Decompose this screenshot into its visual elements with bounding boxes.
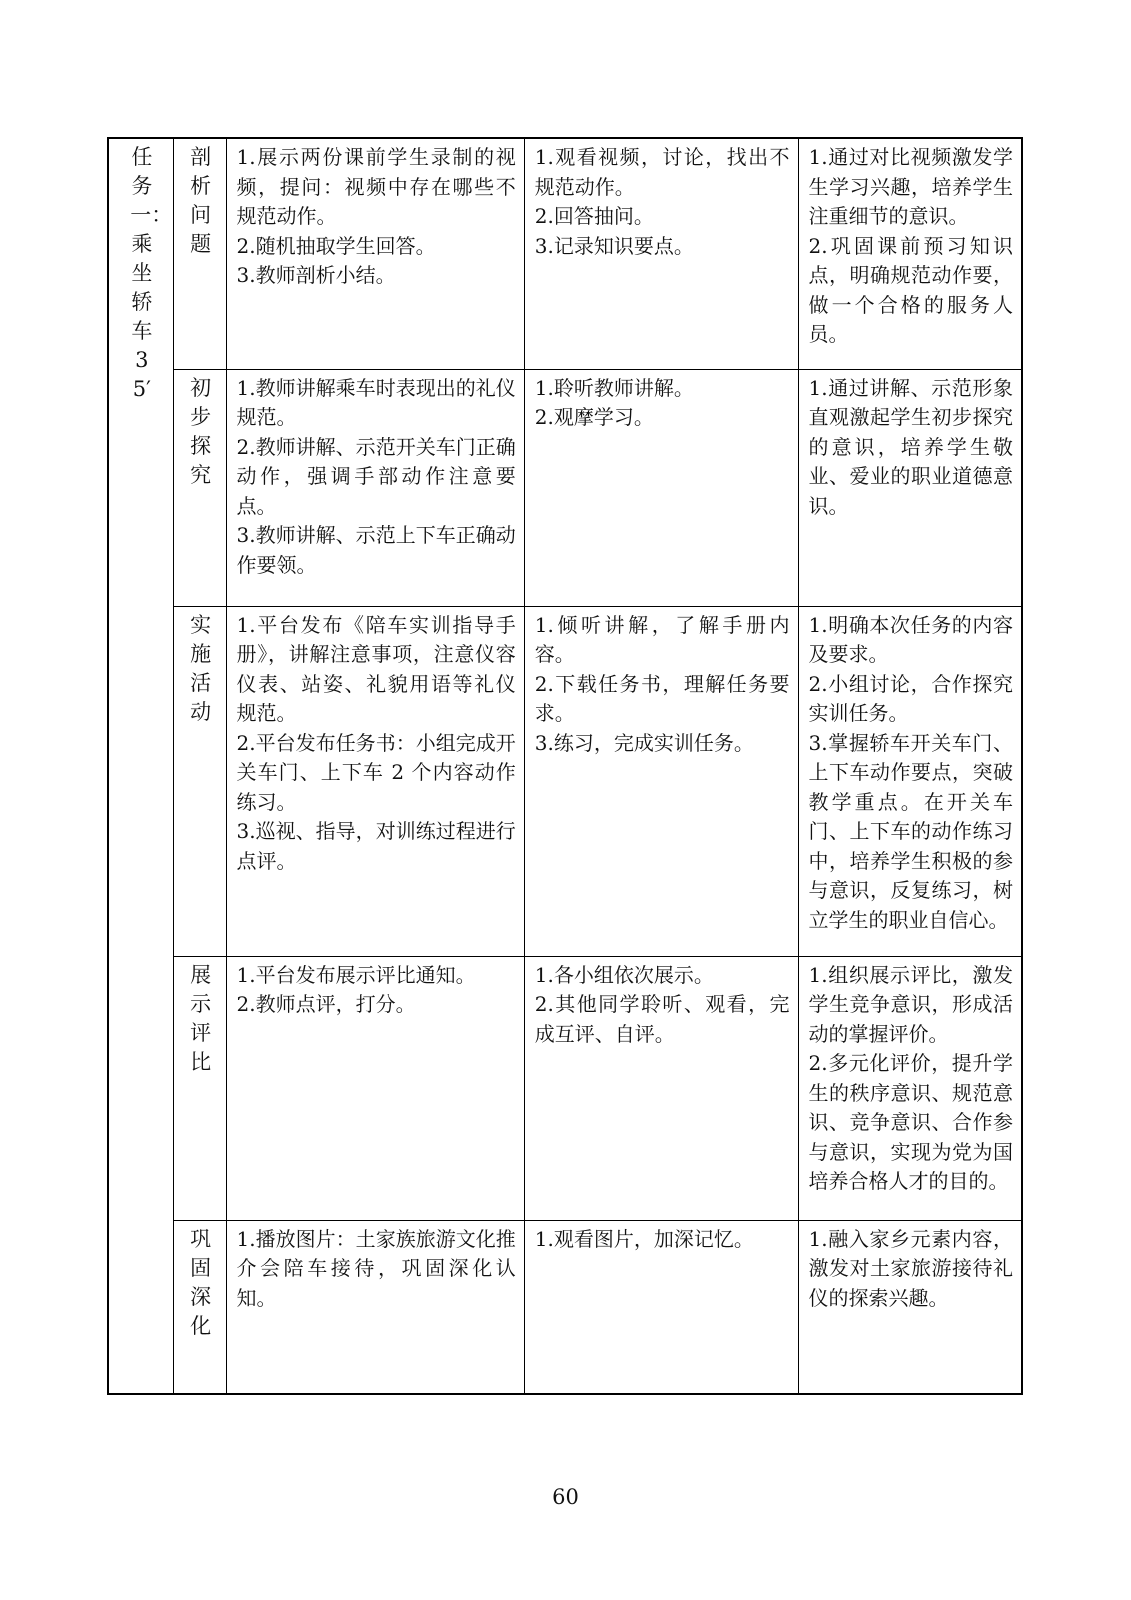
- table-row: [108, 956, 1022, 1220]
- student-activity-cell: [524, 956, 798, 1220]
- design-intent-item: 1.通过讲解、示范形象直观激起学生初步探究的意识，培养学生敬业、爱业的职业道德意识。: [808, 375, 1013, 518]
- student-activity-item: 1.倾听讲解，了解手册内容。: [534, 612, 790, 666]
- design-intent-item: 2.巩固课前预习知识点，明确规范动作要，做一个合格的服务人员。: [808, 233, 1013, 346]
- student-activity-item: 2.其他同学聆听、观看，完成互评、自评。: [534, 992, 790, 1046]
- student-activity-cell: [524, 138, 798, 369]
- teacher-activity-item: 3.巡视、指导，对训练过程进行点评。: [236, 819, 516, 873]
- stage-label: 展示评比: [190, 962, 212, 1074]
- student-activity-item: 2.回答抽问。: [534, 204, 654, 228]
- table-row: [108, 369, 1022, 606]
- student-activity-item: 2.观摩学习。: [534, 405, 654, 429]
- student-activity-item: 3.练习，完成实训任务。: [534, 730, 754, 755]
- student-activity-cell: [524, 606, 798, 956]
- design-intent-cell: [798, 138, 1022, 369]
- teacher-activity-item: 2.教师讲解、示范开关车门正确动作，强调手部动作注意要点。: [236, 434, 516, 518]
- teacher-activity-item: 2.平台发布任务书：小组完成开关车门、上下车 2 个内容动作练习。: [236, 730, 516, 814]
- stage-cell: [173, 1220, 226, 1394]
- design-intent-item: 1.组织展示评比，激发学生竞争意识，形成活动的掌握评价。: [808, 962, 1013, 1046]
- teacher-activity-item: 1.展示两份课前学生录制的视频，提问：视频中存在哪些不规范动作。: [236, 145, 516, 228]
- teacher-activity-cell: [226, 369, 524, 606]
- teacher-activity-item: 2.随机抽取学生回答。: [236, 233, 436, 258]
- lesson-plan-table: [107, 137, 1023, 1395]
- student-activity-item: 3.记录知识要点。: [534, 233, 694, 258]
- design-intent-cell: [798, 606, 1022, 956]
- teacher-activity-item: 1.平台发布展示评比通知。: [236, 962, 476, 987]
- design-intent-cell: [798, 956, 1022, 1220]
- student-activity-item: 2.下载任务书，理解任务要求。: [534, 671, 790, 725]
- stage-label: 初步探究: [190, 375, 212, 487]
- student-activity-cell: [524, 1220, 798, 1394]
- table-row: [108, 606, 1022, 956]
- stage-cell: [173, 956, 226, 1220]
- stage-cell: [173, 138, 226, 369]
- design-intent-item: 1.明确本次任务的内容及要求。: [808, 612, 1013, 666]
- stage-label: 剖析问题: [190, 145, 212, 256]
- teacher-activity-item: 2.教师点评，打分。: [236, 992, 416, 1016]
- teacher-activity-cell: [226, 1220, 524, 1394]
- task-cell: [108, 138, 173, 1394]
- teacher-activity-item: 3.教师剖析小结。: [236, 263, 396, 287]
- design-intent-cell: [798, 1220, 1022, 1394]
- design-intent-item: 2.小组讨论，合作探究实训任务。: [808, 671, 1013, 725]
- teacher-activity-item: 1.平台发布《陪车实训指导手册》，讲解注意事项，注意仪容仪表、站姿、礼貌用语等礼仪规范。: [236, 612, 516, 725]
- table-row: [108, 1220, 1022, 1394]
- teacher-activity-cell: [226, 138, 524, 369]
- page-number: 60: [552, 1485, 579, 1509]
- student-activity-item: 1.观看视频，讨论，找出不规范动作。: [534, 145, 790, 199]
- design-intent-item: 2.多元化评价，提升学生的秩序意识、规范意识、竞争意识、合作参与意识，实现为党为国培养合格人才的目的。: [808, 1051, 1013, 1193]
- teacher-activity-cell: [226, 606, 524, 956]
- table-row: [108, 138, 1022, 369]
- task-label: 任务一：乘坐轿车35′: [130, 145, 173, 401]
- stage-label: 实施活动: [190, 612, 212, 724]
- student-activity-item: 1.观看图片，加深记忆。: [534, 1226, 754, 1251]
- design-intent-item: 1.融入家乡元素内容，激发对土家旅游接待礼仪的探索兴趣。: [808, 1226, 1013, 1310]
- student-activity-cell: [524, 369, 798, 606]
- stage-label: 巩固深化: [190, 1226, 212, 1338]
- teacher-activity-item: 1.教师讲解乘车时表现出的礼仪规范。: [236, 375, 516, 429]
- teacher-activity-item: 3.教师讲解、示范上下车正确动作要领。: [236, 523, 516, 577]
- teacher-activity-cell: [226, 956, 524, 1220]
- stage-cell: [173, 369, 226, 606]
- design-intent-item: 1.通过对比视频激发学生学习兴趣，培养学生注重细节的意识。: [808, 145, 1013, 228]
- teacher-activity-item: 1.播放图片：土家族旅游文化推介会陪车接待，巩固深化认知。: [236, 1226, 516, 1310]
- design-intent-item: 3.掌握轿车开关车门、上下车动作要点，突破教学重点。在开关车门、上下车的动作练习中，培养学生积极的参与意识，反复练习，树立学生的职业自信心。: [808, 730, 1013, 932]
- design-intent-cell: [798, 369, 1022, 606]
- student-activity-item: 1.聆听教师讲解。: [534, 375, 694, 400]
- student-activity-item: 1.各小组依次展示。: [534, 962, 714, 987]
- stage-cell: [173, 606, 226, 956]
